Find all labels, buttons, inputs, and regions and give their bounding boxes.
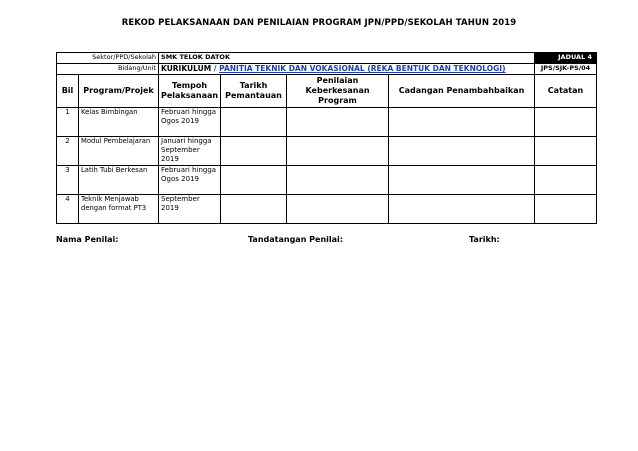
row-tempoh: Februari hingga Ogos 2019 [159, 166, 221, 195]
col-bil: Bil [57, 75, 79, 108]
row-bil: 4 [57, 195, 79, 224]
row-cadangan-cell[interactable] [389, 195, 535, 224]
header-row-sektor [57, 53, 597, 64]
table-row [57, 137, 597, 166]
row-program: Teknik Menjawab dengan format PT3 [79, 195, 159, 224]
row-catatan-cell[interactable] [535, 137, 597, 166]
row-tarikh-cell[interactable] [221, 137, 287, 166]
col-tempoh: Tempoh Pelaksanaan [159, 75, 221, 108]
row-bil: 3 [57, 166, 79, 195]
row-bil: 2 [57, 137, 79, 166]
row-penilaian-cell[interactable] [287, 137, 389, 166]
page-title: REKOD PELAKSANAAN DAN PENILAIAN PROGRAM JPN/PPD/SEKOLAH TAHUN 2019 [121, 18, 517, 28]
row-cadangan-cell[interactable] [389, 108, 535, 137]
row-penilaian-cell[interactable] [287, 166, 389, 195]
record-table [56, 52, 597, 224]
kurikulum-text: KURIKULUM [161, 64, 212, 73]
row-program: Latih Tubi Berkesan [79, 166, 159, 195]
column-header-row [57, 75, 597, 108]
row-catatan-cell[interactable] [535, 108, 597, 137]
row-tempoh: Januari hingga September 2019 [159, 137, 221, 166]
row-program: Kelas Bimbingan [79, 108, 159, 137]
sektor-value: SMK TELOK DATOK [159, 53, 535, 64]
row-tempoh: September 2019 [159, 195, 221, 224]
table-row [57, 195, 597, 224]
col-catatan: Catatan [535, 75, 597, 108]
row-bil: 1 [57, 108, 79, 137]
table-row [57, 166, 597, 195]
kurikulum-separator: / [211, 64, 220, 73]
row-tarikh-cell[interactable] [221, 108, 287, 137]
nama-penilai-label: Nama Penilai: [56, 235, 119, 244]
col-cadangan: Cadangan Penambahbaikan [389, 75, 535, 108]
row-catatan-cell[interactable] [535, 195, 597, 224]
row-catatan-cell[interactable] [535, 166, 597, 195]
row-cadangan-cell[interactable] [389, 166, 535, 195]
table-row [57, 108, 597, 137]
bidang-label: Bidang/Unit [57, 64, 159, 75]
jadual-badge: JADUAL 4 [535, 53, 597, 64]
col-penilaian: Penilaian Keberkesanan Program [287, 75, 389, 108]
row-tarikh-cell[interactable] [221, 195, 287, 224]
row-cadangan-cell[interactable] [389, 137, 535, 166]
tandatangan-penilai-label: Tandatangan Penilai: [248, 235, 343, 244]
sektor-label: Sektor/PPD/Sekolah [57, 53, 159, 64]
header-row-bidang [57, 64, 597, 75]
col-program: Program/Projek [79, 75, 159, 108]
panitia-link[interactable]: PANITIA TEKNIK DAN VOKASIONAL (REKA BENTUK DAN TEKNOLOGI) [219, 64, 506, 73]
row-penilaian-cell[interactable] [287, 108, 389, 137]
row-tarikh-cell[interactable] [221, 166, 287, 195]
row-program: Modul Pembelajaran [79, 137, 159, 166]
form-code: JPS/SJK-PS/04 [535, 64, 597, 75]
col-tarikh: Tarikh Pemantauan [221, 75, 287, 108]
tarikh-label: Tarikh: [469, 235, 500, 244]
row-penilaian-cell[interactable] [287, 195, 389, 224]
row-tempoh: Februari hingga Ogos 2019 [159, 108, 221, 137]
bidang-value [159, 64, 535, 75]
